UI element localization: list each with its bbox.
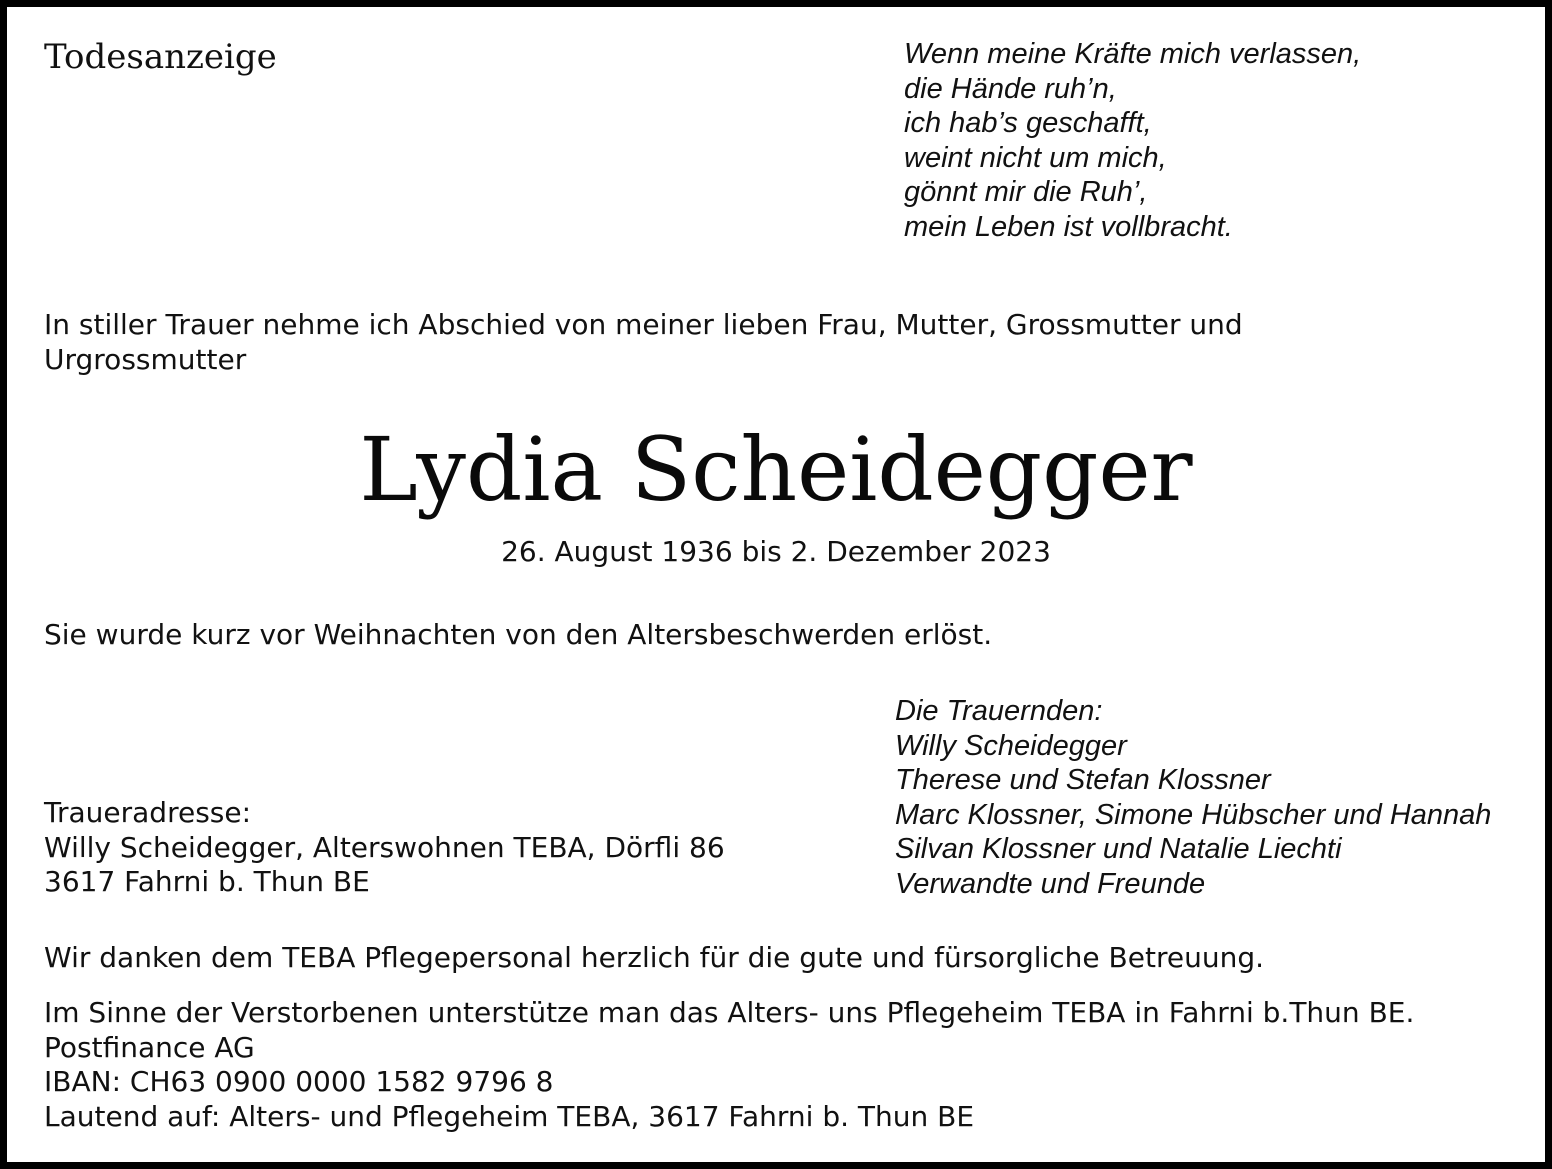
mourner-name: Silvan Klossner und Natalie Liechti [895,833,1342,865]
deceased-name: Lydia Scheidegger [359,418,1193,521]
intro-text [44,307,1243,377]
bank-name: Postfinance AG [44,1030,255,1064]
donation-text: Im Sinne der Verstorbenen unterstütze man das Alters- uns Pflegeheim TEBA in Fahrni b.Thun BE. [44,996,1415,1029]
poem-line: gönnt mir die Ruh’, [904,176,1148,208]
poem-line: mein Leben ist vollbracht. [904,210,1233,243]
poem-line: ich hab’s geschafft, [904,107,1152,139]
relief-text: Sie wurde kurz vor Weihnachten von den Altersbeschwerden erlöst. [44,618,993,651]
account-holder: Lautend auf: Alters- und Pflegeheim TEBA, 3617 Fahrni b. Thun BE [44,1099,975,1133]
address-label: Traueradresse: [44,796,252,829]
mourners-list [895,694,1491,901]
iban: IBAN: CH63 0900 0000 1582 9796 8 [44,1065,554,1098]
address-line: Willy Scheidegger, Alterswohnen TEBA, Dörfli 86 [44,830,725,864]
poem-line: weint nicht um mich, [904,141,1167,174]
mourner-name: Willy Scheidegger [895,729,1127,762]
life-dates: 26. August 1936 bis 2. Dezember 2023 [501,535,1051,568]
poem [904,37,1361,244]
mourner-name: Verwandte und Freunde [895,867,1206,900]
thanks-text: Wir danken dem TEBA Pflegepersonal herzlich für die gute und fürsorgliche Betreuung. [44,941,1264,974]
address-line: 3617 Fahrni b. Thun BE [44,865,370,898]
intro-line: In stiller Trauer nehme ich Abschied von meiner lieben Frau, Mutter, Grossmutter und [44,308,1243,341]
poem-line: die Hände ruh’n, [904,72,1117,105]
intro-line: Urgrossmutter [44,343,247,376]
mourner-name: Therese und Stefan Klossner [895,764,1271,796]
donation-info [44,996,1414,1134]
mourning-address [44,796,725,900]
poem-line: Wenn meine Kräfte mich verlassen, [904,38,1362,70]
mourners-title: Die Trauernden: [895,695,1103,727]
notice-heading: Todesanzeige [44,37,277,77]
mourner-name: Marc Klossner, Simone Hübscher und Hannah [895,798,1492,831]
